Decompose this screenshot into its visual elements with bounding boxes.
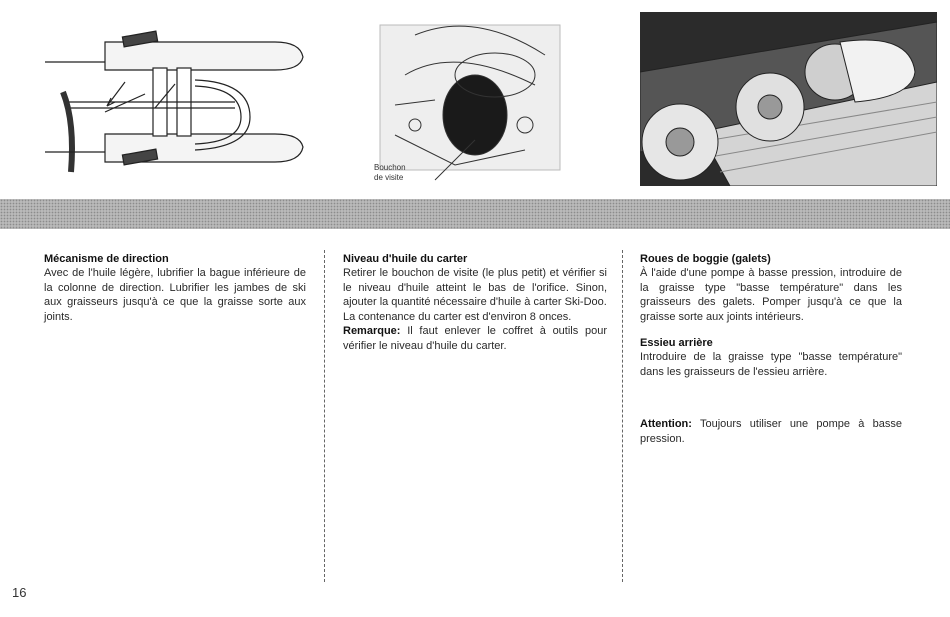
section-body: Avec de l'huile légère, lubrifier la bague inférieure de la colonne de direction. Lubrifier les jambes de ski aux graisseurs jusqu'à ce que la graisse sorte aux joints. — [44, 267, 306, 323]
section-title: Mécanisme de direction — [44, 253, 169, 265]
section-body: Retirer le bouchon de visite (le plus petit) et vérifier si le niveau d'huile atteint le bas de l'orifice. Sinon, ajouter la quantité nécessaire d'huile à carter Ski-Doo. — [343, 267, 607, 308]
remark-label: Remarque: — [343, 325, 401, 337]
caption-line: Bouchon — [374, 163, 406, 172]
column-divider — [324, 250, 325, 582]
separator-band — [0, 199, 950, 229]
attention-label: Attention: — [640, 418, 692, 430]
attention-paragraph — [640, 417, 902, 446]
section-body: La contenance du carter est d'environ 8 onces. — [343, 310, 572, 323]
section-body: Introduire de la graisse type "basse température" dans les graisseurs de l'essieu arrière. — [640, 351, 902, 378]
bogie-wheels-photo-icon — [640, 12, 937, 186]
section-title: Roues de boggie (galets) — [640, 253, 771, 265]
steering-mechanism-diagram-icon — [45, 22, 310, 182]
page-number: 16 — [12, 585, 27, 600]
figure-caption — [374, 163, 406, 183]
remark-text: Il faut enlever le coffret à outils pour vérifier le niveau d'huile du carter. — [343, 325, 607, 352]
attention-text: Toujours utiliser une pompe à basse pression. — [640, 418, 902, 445]
caption-line: de visite — [374, 173, 404, 182]
section-title: Niveau d'huile du carter — [343, 253, 468, 265]
column-divider — [622, 250, 623, 582]
remark-paragraph — [343, 324, 607, 353]
steering-section — [44, 252, 306, 324]
section-body: À l'aide d'une pompe à basse pression, introduire de la graisse type "basse température" dans les graisseurs des galets. Pomper jusqu'à ce que la graisse sorte aux joints intérieurs. — [640, 267, 902, 323]
engine-compartment-photo-icon — [375, 15, 570, 185]
section-title: Essieu arrière — [640, 337, 713, 349]
bogie-section — [640, 252, 902, 446]
oil-level-section — [343, 252, 607, 353]
